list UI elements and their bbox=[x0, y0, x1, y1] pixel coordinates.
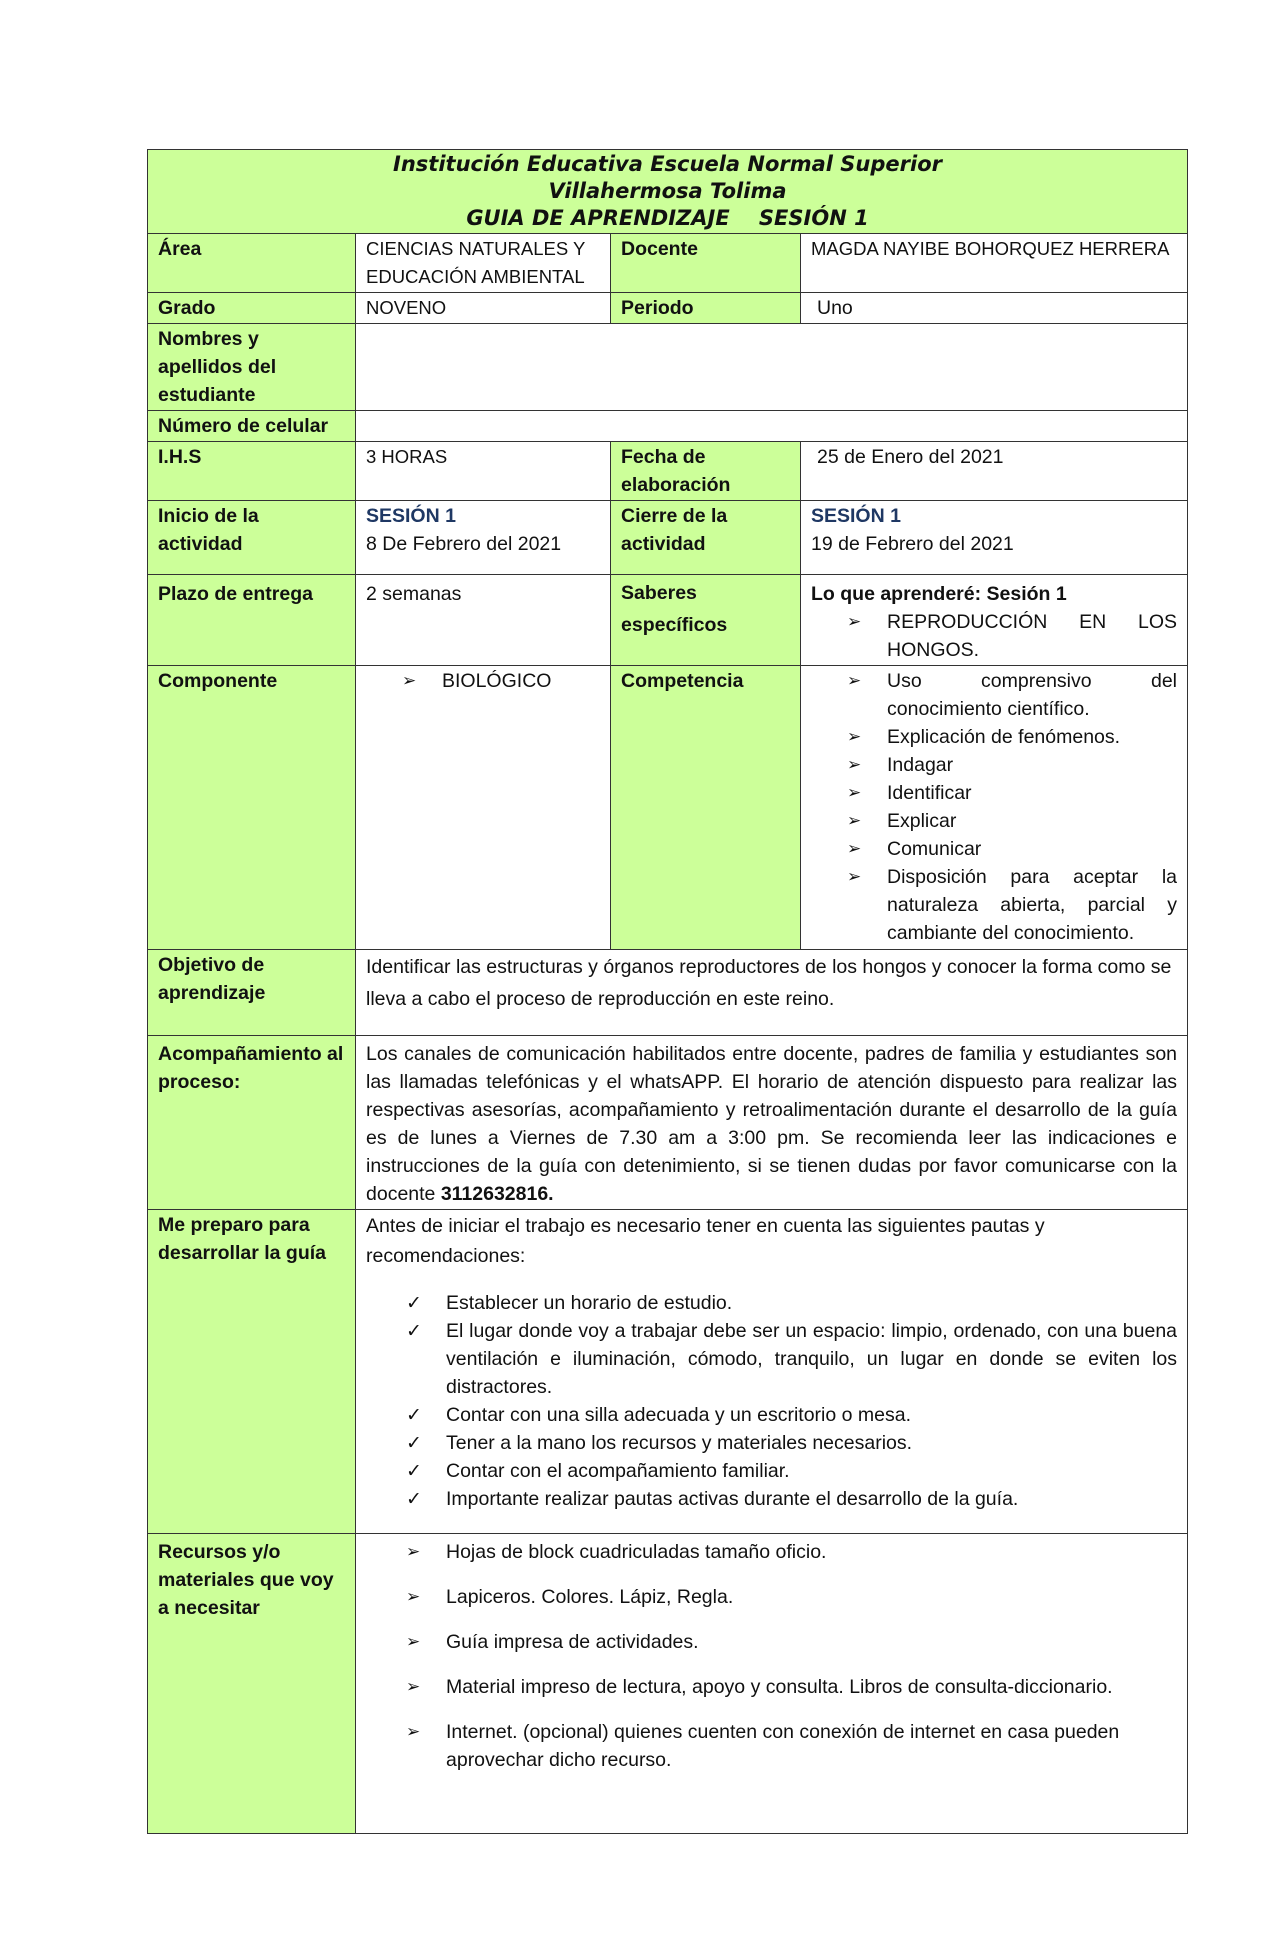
arrow-bullet-icon: ➢ bbox=[847, 755, 862, 775]
arrow-bullet-icon: ➢ bbox=[402, 671, 417, 691]
ihs-row bbox=[148, 442, 1188, 501]
inicio-date: 8 De Febrero del 2021 bbox=[366, 533, 562, 555]
checkmark-icon: ✓ bbox=[406, 1460, 422, 1482]
list-item bbox=[847, 667, 1177, 723]
list-item bbox=[406, 1628, 1177, 1656]
area-row bbox=[148, 234, 1188, 293]
grado-value: NOVENO bbox=[356, 293, 611, 324]
periodo-value: Uno bbox=[801, 293, 1188, 324]
componente-row bbox=[148, 666, 1188, 950]
arrow-bullet-icon: ➢ bbox=[406, 1632, 421, 1652]
saberes-label: Saberes específicos bbox=[611, 575, 801, 666]
area-value: CIENCIAS NATURALES Y EDUCACIÓN AMBIENTAL bbox=[356, 234, 611, 293]
competencia-item: Explicar bbox=[887, 810, 957, 832]
learning-guide-table bbox=[147, 149, 1188, 1834]
preparo-intro: Antes de iniciar el trabajo es necesario tener en cuenta las siguientes pautas y recomendaciones: bbox=[366, 1215, 1045, 1267]
list-item bbox=[847, 779, 1177, 807]
cierre-label: Cierre de la actividad bbox=[611, 501, 801, 575]
preparo-label: Me preparo para desarrollar la guía bbox=[148, 1210, 356, 1534]
arrow-bullet-icon: ➢ bbox=[406, 1542, 421, 1562]
recurso-item: Lapiceros. Colores. Lápiz, Regla. bbox=[446, 1586, 734, 1608]
list-item bbox=[406, 1538, 1177, 1566]
checkmark-icon: ✓ bbox=[406, 1432, 422, 1454]
recursos-row bbox=[148, 1534, 1188, 1834]
preparo-row bbox=[148, 1210, 1188, 1534]
saberes-list bbox=[847, 608, 1177, 664]
arrow-bullet-icon: ➢ bbox=[847, 783, 862, 803]
list-item bbox=[406, 1429, 1177, 1457]
preparo-list bbox=[366, 1289, 1177, 1513]
plazo-label: Plazo de entrega bbox=[148, 575, 356, 666]
preparo-item: El lugar donde voy a trabajar debe ser un espacio: limpio, ordenado, con una buena ventilación e iluminación, cómodo, tranquilo, un lugar en donde se eviten los distractores. bbox=[446, 1320, 1178, 1398]
plazo-value: 2 semanas bbox=[356, 575, 611, 666]
inicio-session: SESIÓN 1 bbox=[366, 505, 456, 527]
list-item bbox=[406, 1317, 1177, 1401]
competencia-item: Uso comprensivo del conocimiento científico. bbox=[887, 670, 1178, 720]
competencia-value bbox=[801, 666, 1188, 950]
list-item bbox=[847, 751, 1177, 779]
recurso-item: Internet. (opcional) quienes cuenten con conexión de internet en casa pueden aprovechar dicho recurso. bbox=[446, 1721, 1120, 1771]
fecha-elaboracion-label: Fecha de elaboración bbox=[611, 442, 801, 501]
componente-value bbox=[356, 666, 611, 950]
checkmark-icon: ✓ bbox=[406, 1404, 422, 1426]
document-page bbox=[147, 149, 1187, 1834]
area-label: Área bbox=[148, 234, 356, 293]
periodo-label: Periodo bbox=[611, 293, 801, 324]
phone-label: Número de celular bbox=[148, 411, 356, 442]
list-item bbox=[406, 1401, 1177, 1429]
grado-row bbox=[148, 293, 1188, 324]
list-item bbox=[406, 1457, 1177, 1485]
acompanamiento-text: Los canales de comunicación habilitados entre docente, padres de familia y estudiantes son las llamadas telefónicas y el whatsAPP. El horario de atención dispuesto para realizar las respectivas asesorías, acompañamiento y retroalimentación durante el desarrollo de la guía es de lunes a Viernes de 7.30 am a 3:00 pm. Se recomienda leer las indicaciones e instrucciones de la guía con detenimiento, si se tienen dudas por favor comunicarse con la docente bbox=[366, 1043, 1178, 1205]
recursos-label: Recursos y/o materiales que voy a necesitar bbox=[148, 1534, 356, 1834]
competencia-item: Indagar bbox=[887, 754, 954, 776]
phone-row bbox=[148, 411, 1188, 442]
list-item bbox=[847, 608, 1177, 664]
list-item bbox=[406, 1289, 1177, 1317]
preparo-item: Establecer un horario de estudio. bbox=[446, 1292, 733, 1314]
guide-title: GUIA DE APRENDIZAJE SESIÓN 1 bbox=[466, 206, 869, 230]
checkmark-icon: ✓ bbox=[406, 1320, 422, 1342]
list-item bbox=[847, 863, 1177, 947]
arrow-bullet-icon: ➢ bbox=[406, 1722, 421, 1742]
acompanamiento-label: Acompañamiento al proceso: bbox=[148, 1036, 356, 1210]
student-name-field[interactable] bbox=[356, 324, 1188, 411]
arrow-bullet-icon: ➢ bbox=[847, 727, 862, 747]
institution-location: Villahermosa Tolima bbox=[548, 179, 787, 203]
acompanamiento-value bbox=[356, 1036, 1188, 1210]
list-item bbox=[406, 1583, 1177, 1611]
dates-row bbox=[148, 501, 1188, 575]
competencia-item: Identificar bbox=[887, 782, 972, 804]
ihs-value: 3 HORAS bbox=[356, 442, 611, 501]
checkmark-icon: ✓ bbox=[406, 1292, 422, 1314]
list-item bbox=[406, 1673, 1177, 1701]
componente-item: BIOLÓGICO bbox=[442, 670, 552, 692]
arrow-bullet-icon: ➢ bbox=[847, 671, 862, 691]
phone-field[interactable] bbox=[356, 411, 1188, 442]
list-item bbox=[847, 807, 1177, 835]
cierre-value bbox=[801, 501, 1188, 575]
arrow-bullet-icon: ➢ bbox=[847, 811, 862, 831]
competencia-item: Comunicar bbox=[887, 838, 982, 860]
inicio-label: Inicio de la actividad bbox=[148, 501, 356, 575]
recurso-item: Material impreso de lectura, apoyo y consulta. Libros de consulta-diccionario. bbox=[446, 1676, 1113, 1698]
recursos-value bbox=[356, 1534, 1188, 1834]
list-item bbox=[406, 1485, 1177, 1513]
list-item bbox=[847, 723, 1177, 751]
cierre-session: SESIÓN 1 bbox=[811, 505, 901, 527]
list-item bbox=[406, 1718, 1177, 1774]
recurso-item: Hojas de block cuadriculadas tamaño oficio. bbox=[446, 1541, 827, 1563]
header-row bbox=[148, 150, 1188, 234]
saberes-title: Lo que aprenderé: Sesión 1 bbox=[811, 583, 1067, 605]
arrow-bullet-icon: ➢ bbox=[406, 1587, 421, 1607]
checkmark-icon: ✓ bbox=[406, 1488, 422, 1510]
objetivo-label: Objetivo de aprendizaje bbox=[148, 950, 356, 1036]
saberes-value bbox=[801, 575, 1188, 666]
preparo-item: Contar con el acompañamiento familiar. bbox=[446, 1460, 790, 1482]
preparo-item: Contar con una silla adecuada y un escritorio o mesa. bbox=[446, 1404, 912, 1426]
competencia-label: Competencia bbox=[611, 666, 801, 950]
arrow-bullet-icon: ➢ bbox=[847, 839, 862, 859]
preparo-item: Tener a la mano los recursos y materiales necesarios. bbox=[446, 1432, 913, 1454]
competencia-item: Disposición para aceptar la naturaleza abierta, parcial y cambiante del conocimiento. bbox=[887, 866, 1178, 944]
arrow-bullet-icon: ➢ bbox=[847, 867, 862, 887]
arrow-bullet-icon: ➢ bbox=[847, 612, 862, 632]
arrow-bullet-icon: ➢ bbox=[406, 1677, 421, 1697]
list-item bbox=[847, 835, 1177, 863]
cierre-date: 19 de Febrero del 2021 bbox=[811, 533, 1014, 555]
grado-label: Grado bbox=[148, 293, 356, 324]
student-name-label: Nombres y apellidos del estudiante bbox=[148, 324, 356, 411]
preparo-item: Importante realizar pautas activas durante el desarrollo de la guía. bbox=[446, 1488, 1019, 1510]
recurso-item: Guía impresa de actividades. bbox=[446, 1631, 699, 1653]
objetivo-row bbox=[148, 950, 1188, 1036]
inicio-value bbox=[356, 501, 611, 575]
plazo-row bbox=[148, 575, 1188, 666]
ihs-label: I.H.S bbox=[148, 442, 356, 501]
competencia-item: Explicación de fenómenos. bbox=[887, 726, 1121, 748]
componente-label: Componente bbox=[148, 666, 356, 950]
preparo-value bbox=[356, 1210, 1188, 1534]
docente-phone: 3112632816. bbox=[440, 1183, 554, 1205]
fecha-elaboracion-value: 25 de Enero del 2021 bbox=[801, 442, 1188, 501]
acompanamiento-row bbox=[148, 1036, 1188, 1210]
institution-name: Institución Educativa Escuela Normal Superior bbox=[393, 152, 942, 176]
competencia-list bbox=[847, 667, 1177, 947]
recursos-list bbox=[406, 1538, 1177, 1774]
docente-label: Docente bbox=[611, 234, 801, 293]
student-name-row bbox=[148, 324, 1188, 411]
docente-value: MAGDA NAYIBE BOHORQUEZ HERRERA bbox=[801, 234, 1188, 293]
componente-list bbox=[402, 667, 600, 695]
objetivo-value: Identificar las estructuras y órganos reproductores de los hongos y conocer la forma como se lleva a cabo el proceso de reproducción en este reino. bbox=[356, 950, 1188, 1036]
document-header bbox=[148, 150, 1188, 234]
saberes-item: REPRODUCCIÓN EN LOS HONGOS. bbox=[887, 611, 1178, 661]
list-item bbox=[402, 667, 600, 695]
